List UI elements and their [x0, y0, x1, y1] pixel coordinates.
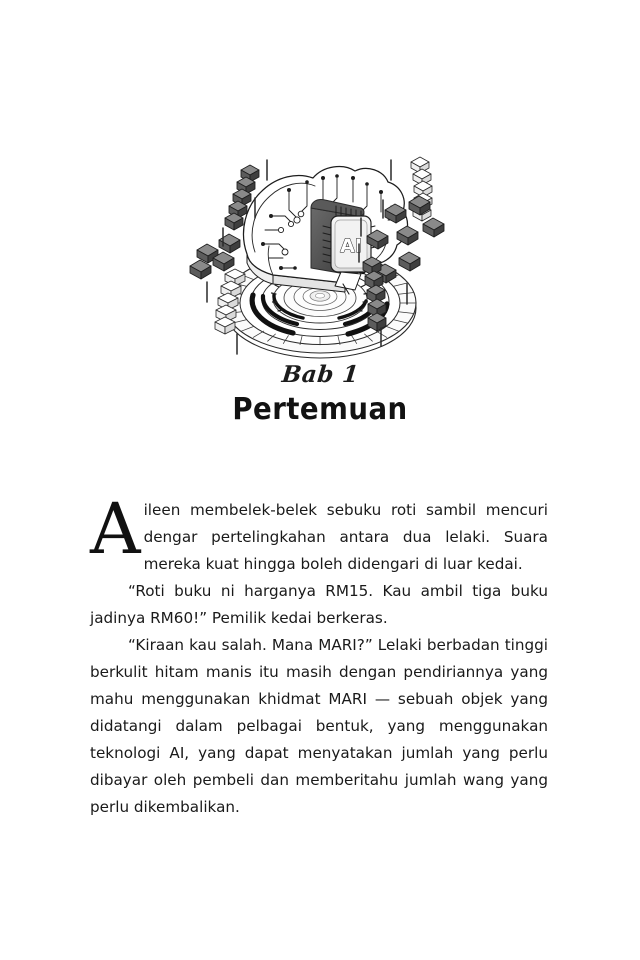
- body-text: [90, 488, 548, 821]
- ai-chip-label: AI: [340, 235, 362, 257]
- ai-brain-chip-icon: [185, 132, 455, 367]
- paragraph-1: [90, 488, 548, 578]
- paragraph-3-text: “Kiraan kau salah. Mana MARI?” Lelaki berbadan tinggi berkulit hitam manis itu masih dengan pendiriannya yang mahu menggunakan khidmat MARI — sebuah objek yang didatangi dalam pelbagai bentuk, yang menggunakan teknologi AI, yang dapat menyatakan jumlah yang perlu dibayar oleh pembeli dan memberitahu jumlah wang yang perlu dikembalikan.: [90, 636, 548, 816]
- paragraph-2: [90, 578, 548, 632]
- chapter-title: Pertemuan: [232, 392, 408, 428]
- paragraph-2-text: “Roti buku ni harganya RM15. Kau ambil tiga buku jadinya RM60!” Pemilik kedai berkeras.: [90, 582, 548, 627]
- paragraph-1-text: ileen membelek-belek sebuku roti sambil mencuri dengar pertelingkahan antara dua lelaki. Suara mereka kuat hingga boleh didengari di luar kedai.: [143, 501, 548, 573]
- chapter-number: Bab 1: [280, 361, 360, 388]
- chapter-heading: [0, 362, 640, 428]
- drop-cap: A: [90, 488, 141, 570]
- paragraph-3: [90, 632, 548, 821]
- chapter-illustration: [0, 132, 640, 367]
